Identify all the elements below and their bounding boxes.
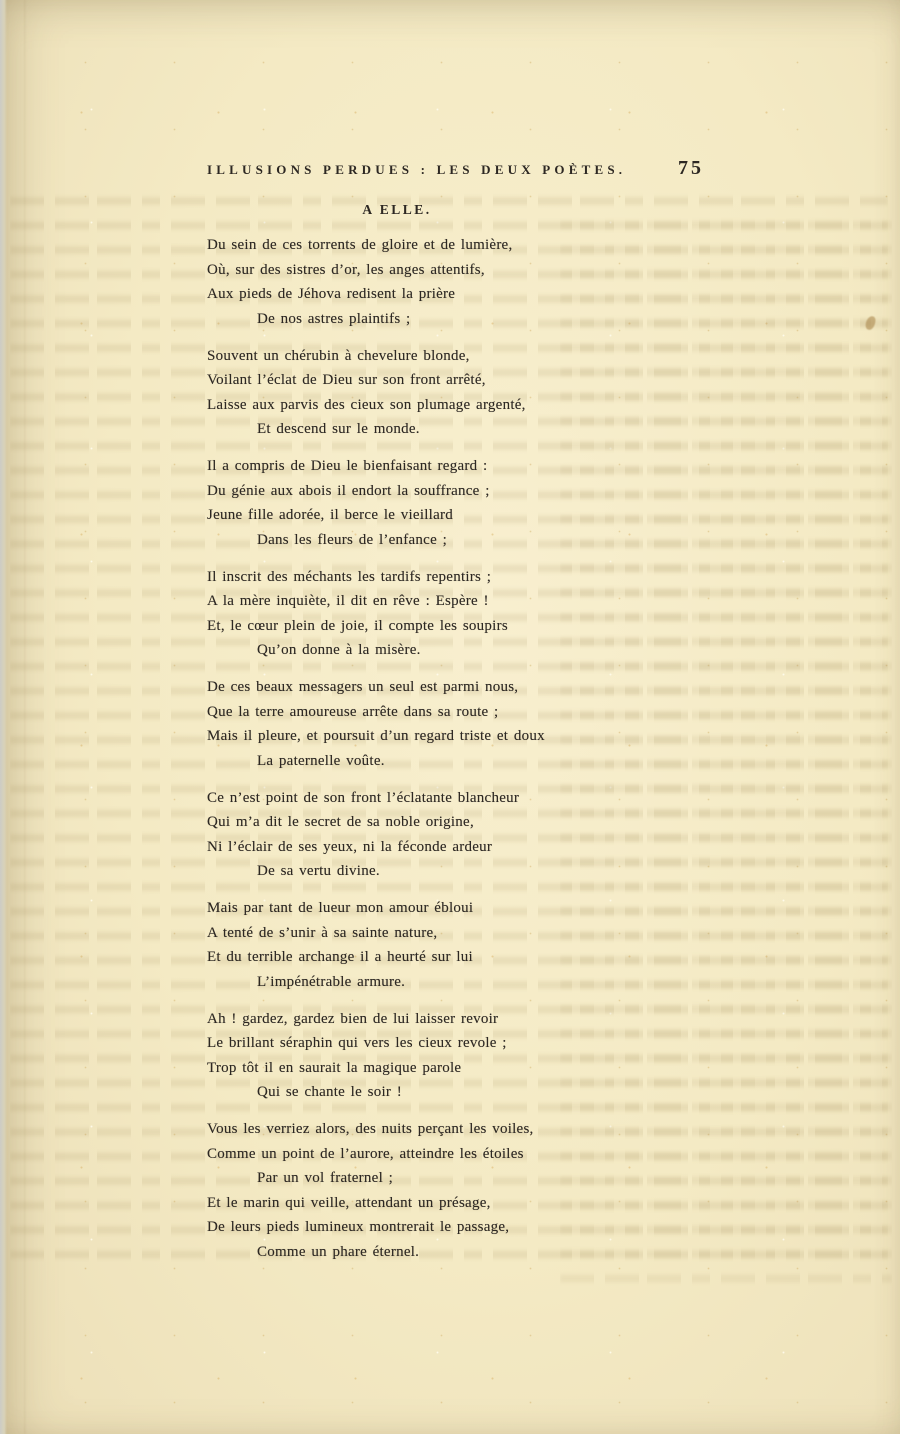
poem-line: De nos astres plaintifs ; [257,310,411,327]
poem-line: Et le marin qui veille, attendant un présage, [207,1194,491,1211]
poem-line: Vous les verriez alors, des nuits perçant les voiles, [207,1121,534,1137]
poem-line: Du sein de ces torrents de gloire et de lumière, [207,237,513,253]
poem-line: Ce n’est point de son front l’éclatante blancheur [207,789,520,806]
poem-line: A tenté de s’unir à sa sainte nature, [207,924,438,941]
poem-line: Mais il pleure, et poursuit d’un regard triste et doux [207,728,545,744]
stanza [207,233,545,331]
poem-line: La paternelle voûte. [257,752,385,769]
poem-line: Aux pieds de Jéhova redisent la prière [207,286,456,302]
poem-line: Où, sur des sistres d’or, les anges attentifs, [207,261,485,278]
page-edge [0,0,7,1434]
poem-line: L’impénétrable armure. [257,973,406,990]
poem-line: Comme un phare éternel. [257,1243,420,1260]
stanza [207,344,545,442]
poem-line: Qui se chante le soir ! [257,1084,402,1100]
poem-line: Dans les fleurs de l’enfance ; [257,531,448,548]
poem-line: Il a compris de Dieu le bienfaisant regard : [207,458,488,474]
poem-line: Souvent un chérubin à chevelure blonde, [207,347,470,364]
poem-line: Ni l’éclair de ses yeux, ni la féconde ardeur [207,838,493,855]
poem-line: Jeune fille adorée, il berce le vieillard [207,507,453,523]
poem-line: Trop tôt il en saurait la magique parole [207,1059,462,1076]
poem-line: Voilant l’éclat de Dieu sur son front arrêté, [207,372,486,388]
stanza [207,454,545,552]
poem-line: Ah ! gardez, gardez bien de lui laisser revoir [207,1010,499,1027]
poem-line: De ces beaux messagers un seul est parmi nous, [207,679,519,695]
poem-line: Du génie aux abois il endort la souffrance ; [207,482,490,499]
poem-line: De sa vertu divine. [257,863,380,879]
stanza [207,896,545,994]
poem-line: Que la terre amoureuse arrête dans sa route ; [207,703,499,720]
stanza [207,1007,545,1105]
page-number: 75 [678,157,704,179]
stanza [207,786,545,884]
paper-crease [24,0,26,1434]
poem-line: Qu’on donne à la misère. [257,642,421,658]
poem-line: Et du terrible archange il a heurté sur lui [207,949,473,965]
poem-line: Et, le cœur plein de joie, il compte les soupirs [207,617,508,634]
stanza [207,675,545,773]
poem-line: Et descend sur le monde. [257,421,420,437]
stanza [207,1117,545,1264]
poem-line: Mais par tant de lueur mon amour ébloui [207,900,474,916]
poem-line: Par un vol fraternel ; [257,1170,394,1186]
paper-blemish [864,315,876,331]
running-header-title: ILLUSIONS PERDUES : LES DEUX POÈTES. [207,162,627,177]
poem-line: A la mère inquiète, il dit en rêve : Espère ! [207,593,489,609]
poem-line: Comme un point de l’aurore, atteindre les étoiles [207,1145,524,1162]
poem-line: De leurs pieds lumineux montrerait le passage, [207,1219,510,1235]
poem-body [207,233,545,1277]
poem-line: Il inscrit des méchants les tardifs repentirs ; [207,568,492,585]
verso-bleedthrough [560,206,892,1286]
poem-line: Le brillant séraphin qui vers les cieux revole ; [207,1035,507,1051]
stanza [207,565,545,663]
poem-line: Qui m’a dit le secret de sa noble origine, [207,814,474,830]
running-header [207,157,704,180]
poem-title: A ELLE. [362,202,432,217]
poem-line: Laisse aux parvis des cieux son plumage argenté, [207,396,526,413]
